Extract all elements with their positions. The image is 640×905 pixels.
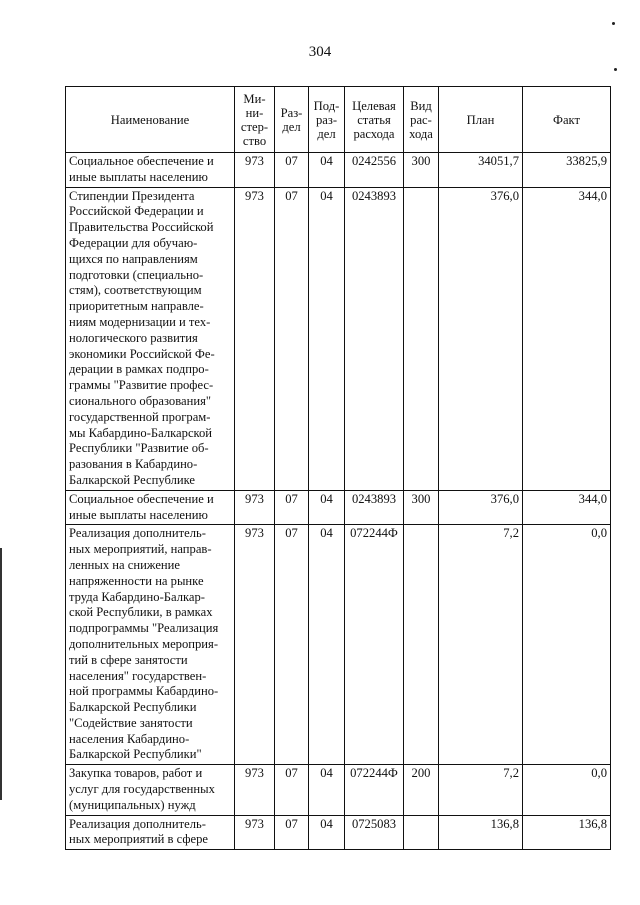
header-name: Наименование: [66, 87, 235, 153]
row-plan: 376,0: [439, 490, 523, 525]
row-target: 0243893: [345, 490, 404, 525]
row-ministry: 973: [235, 765, 275, 815]
row-plan: 136,8: [439, 815, 523, 850]
row-name: Социальное обеспечение и иные выплаты населению: [66, 490, 235, 525]
row-fact: 0,0: [523, 525, 611, 765]
header-expense-type: Вид рас- хода: [404, 87, 439, 153]
header-section: Раз- дел: [275, 87, 309, 153]
row-plan: 7,2: [439, 765, 523, 815]
row-subsection: 04: [309, 815, 345, 850]
row-target: 072244Ф: [345, 765, 404, 815]
header-row: [66, 87, 611, 153]
row-ministry: 973: [235, 525, 275, 765]
row-expense-type: [404, 815, 439, 850]
row-fact: 33825,9: [523, 153, 611, 188]
row-subsection: 04: [309, 187, 345, 490]
row-target: 0243893: [345, 187, 404, 490]
row-target: 0725083: [345, 815, 404, 850]
row-section: 07: [275, 490, 309, 525]
row-target: 0242556: [345, 153, 404, 188]
header-target: Целевая статья расхода: [345, 87, 404, 153]
table-row: [66, 525, 611, 765]
row-fact: 0,0: [523, 765, 611, 815]
row-fact: 136,8: [523, 815, 611, 850]
row-expense-type: [404, 187, 439, 490]
row-plan: 7,2: [439, 525, 523, 765]
page-number: 304: [308, 44, 332, 60]
table-row: [66, 490, 611, 525]
row-fact: 344,0: [523, 187, 611, 490]
row-expense-type: 300: [404, 490, 439, 525]
row-section: 07: [275, 765, 309, 815]
row-expense-type: 300: [404, 153, 439, 188]
row-fact: 344,0: [523, 490, 611, 525]
row-expense-type: [404, 525, 439, 765]
header-plan: План: [439, 87, 523, 153]
scan-speck: [614, 68, 617, 71]
row-target: 072244Ф: [345, 525, 404, 765]
table-row: [66, 765, 611, 815]
row-name: Закупка товаров, работ и услуг для государственных (муниципальных) нужд: [66, 765, 235, 815]
row-name: Социальное обеспечение и иные выплаты населению: [66, 153, 235, 188]
row-ministry: 973: [235, 187, 275, 490]
row-name: Реализация дополнитель- ных мероприятий, направ- ленных на снижение напряженности на рынке труда Кабардино-Балкар- ской Республики, в рамках подпрограммы "Реализация дополнительных мероприя- тий в сфере занятости населения" государствен- ной программы Кабардино- Балкарской Республики "Содействие занятости населения Кабардино- Балкарской Республики": [66, 525, 235, 765]
row-ministry: 973: [235, 490, 275, 525]
row-section: 07: [275, 815, 309, 850]
scan-edge-mark: [0, 548, 2, 800]
row-section: 07: [275, 153, 309, 188]
budget-table: [65, 86, 611, 850]
row-section: 07: [275, 525, 309, 765]
header-fact: Факт: [523, 87, 611, 153]
row-expense-type: 200: [404, 765, 439, 815]
scan-speck: [612, 22, 615, 25]
table-row: [66, 187, 611, 490]
row-section: 07: [275, 187, 309, 490]
table-row: [66, 153, 611, 188]
row-plan: 34051,7: [439, 153, 523, 188]
header-subsection: Под- раз- дел: [309, 87, 345, 153]
row-subsection: 04: [309, 765, 345, 815]
row-plan: 376,0: [439, 187, 523, 490]
row-ministry: 973: [235, 153, 275, 188]
row-subsection: 04: [309, 490, 345, 525]
row-name: Реализация дополнитель- ных мероприятий в сфере: [66, 815, 235, 850]
row-ministry: 973: [235, 815, 275, 850]
table-row: [66, 815, 611, 850]
row-subsection: 04: [309, 525, 345, 765]
header-ministry: Ми- ни- стер- ство: [235, 87, 275, 153]
row-subsection: 04: [309, 153, 345, 188]
row-name: Стипендии Президента Российской Федерации и Правительства Российской Федерации для обучаю- щихся по направлениям подготовки (специально- стям), соответствующим приоритетным направле- ниям модернизации и тех- нологического развития экономики Российской Фе- дерации в рамках подпро- граммы "Развитие профес- сионального образования" государственной програм- мы Кабардино-Балкарской Республики "Развитие об- разования в Кабардино- Балкарской Республике: [66, 187, 235, 490]
